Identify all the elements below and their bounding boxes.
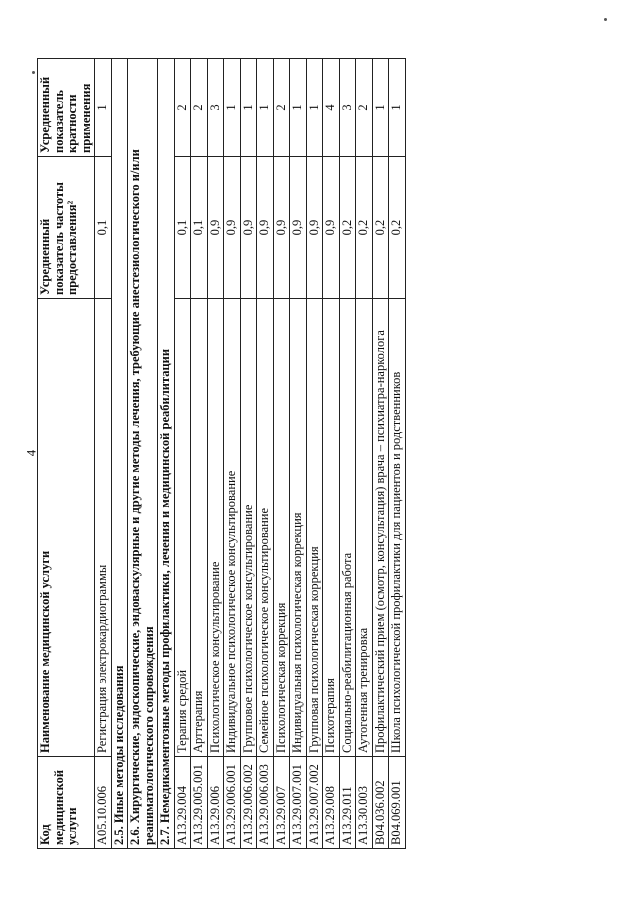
cell-multiplicity: 1 (372, 59, 389, 157)
cell-code: A13.29.004 (174, 757, 191, 849)
table-row (356, 59, 373, 849)
cell-code: A13.29.006.002 (240, 757, 257, 849)
cell-name: Школа психологической профилактики для пациентов и родственников (389, 299, 406, 757)
header-code: Код медицинской услуги (38, 757, 95, 849)
cell-code: A13.29.007.001 (290, 757, 307, 849)
cell-name: Аутогенная тренировка (356, 299, 373, 757)
section-row (111, 59, 128, 849)
cell-frequency: 0,9 (240, 157, 257, 299)
cell-frequency: 0,2 (389, 157, 406, 299)
cell-frequency: 0,9 (224, 157, 241, 299)
cell-frequency: 0,9 (306, 157, 323, 299)
cell-multiplicity: 1 (240, 59, 257, 157)
table-header-row (38, 59, 95, 849)
table-row (191, 59, 208, 849)
cell-multiplicity: 1 (290, 59, 307, 157)
cell-code: A13.29.007.002 (306, 757, 323, 849)
cell-multiplicity: 2 (273, 59, 290, 157)
cell-name: Регистрация электрокардиограммы (95, 299, 112, 757)
scan-speck (32, 71, 35, 74)
cell-frequency: 0,1 (95, 157, 112, 299)
rotated-table-wrapper (37, 59, 403, 849)
cell-code: A13.29.006.003 (257, 757, 274, 849)
table-row (240, 59, 257, 849)
cell-frequency: 0,2 (372, 157, 389, 299)
cell-multiplicity: 3 (339, 59, 356, 157)
cell-code: A13.29.007 (273, 757, 290, 849)
cell-frequency: 0,9 (273, 157, 290, 299)
cell-name: Психологическая коррекция (273, 299, 290, 757)
medical-services-table (37, 58, 406, 849)
cell-name: Индивидуальная психологическая коррекция (290, 299, 307, 757)
table-row (224, 59, 241, 849)
cell-name: Психологическое консультирование (207, 299, 224, 757)
cell-frequency: 0,1 (191, 157, 208, 299)
cell-code: B04.036.002 (372, 757, 389, 849)
cell-multiplicity: 2 (174, 59, 191, 157)
cell-name: Групповое психологическое консультирование (240, 299, 257, 757)
cell-multiplicity: 1 (389, 59, 406, 157)
header-name: Наименование медицинской услуги (38, 299, 95, 757)
cell-name: Социально-реабилитационная работа (339, 299, 356, 757)
cell-frequency: 0,1 (174, 157, 191, 299)
table-row (323, 59, 340, 849)
table-row (290, 59, 307, 849)
cell-multiplicity: 1 (257, 59, 274, 157)
cell-frequency: 0,9 (257, 157, 274, 299)
cell-frequency: 0,9 (323, 157, 340, 299)
cell-code: B04.069.001 (389, 757, 406, 849)
section-row (158, 59, 175, 849)
cell-name: Терапия средой (174, 299, 191, 757)
table-row (174, 59, 191, 849)
cell-code: A13.29.008 (323, 757, 340, 849)
scan-speck (604, 18, 607, 21)
table-row (306, 59, 323, 849)
page-number: 4 (23, 449, 39, 457)
table-row (207, 59, 224, 849)
cell-multiplicity: 1 (95, 59, 112, 157)
section-2-6: 2.6. Хирургические, эндоскопические, эндоваскулярные и другие методы лечения, требующие анестезиологического и/или реаниматологического сопровождения (128, 59, 158, 849)
section-2-7: 2.7. Немедикаментозные методы профилактики, лечения и медицинской реабилитации (158, 59, 175, 849)
table-row (372, 59, 389, 849)
cell-frequency: 0,2 (356, 157, 373, 299)
cell-frequency: 0,9 (207, 157, 224, 299)
cell-code: A13.29.006 (207, 757, 224, 849)
cell-multiplicity: 3 (207, 59, 224, 157)
table-row (389, 59, 406, 849)
cell-code: A13.30.003 (356, 757, 373, 849)
cell-code: A05.10.006 (95, 757, 112, 849)
header-frequency: Усредненный показатель частоты предоставления² (38, 157, 95, 299)
cell-code: A13.29.005.001 (191, 757, 208, 849)
cell-name: Индивидуальное психологическое консультирование (224, 299, 241, 757)
cell-name: Семейное психологическое консультирование (257, 299, 274, 757)
table-row (339, 59, 356, 849)
table-row (257, 59, 274, 849)
section-row (128, 59, 158, 849)
cell-name: Групповая психологическая коррекция (306, 299, 323, 757)
cell-frequency: 0,2 (339, 157, 356, 299)
table-row (273, 59, 290, 849)
table-row (95, 59, 112, 849)
cell-multiplicity: 2 (191, 59, 208, 157)
cell-code: A13.29.006.001 (224, 757, 241, 849)
cell-code: A13.29.011 (339, 757, 356, 849)
cell-name: Психотерапия (323, 299, 340, 757)
header-multiplicity: Усредненный показатель кратности применения (38, 59, 95, 157)
cell-multiplicity: 2 (356, 59, 373, 157)
section-2-5: 2.5. Иные методы исследования (111, 59, 128, 849)
cell-multiplicity: 1 (306, 59, 323, 157)
cell-frequency: 0,9 (290, 157, 307, 299)
cell-multiplicity: 4 (323, 59, 340, 157)
cell-name: Арттерапия (191, 299, 208, 757)
cell-multiplicity: 1 (224, 59, 241, 157)
cell-name: Профилактический прием (осмотр, консультация) врача – психиатра-нарколога (372, 299, 389, 757)
